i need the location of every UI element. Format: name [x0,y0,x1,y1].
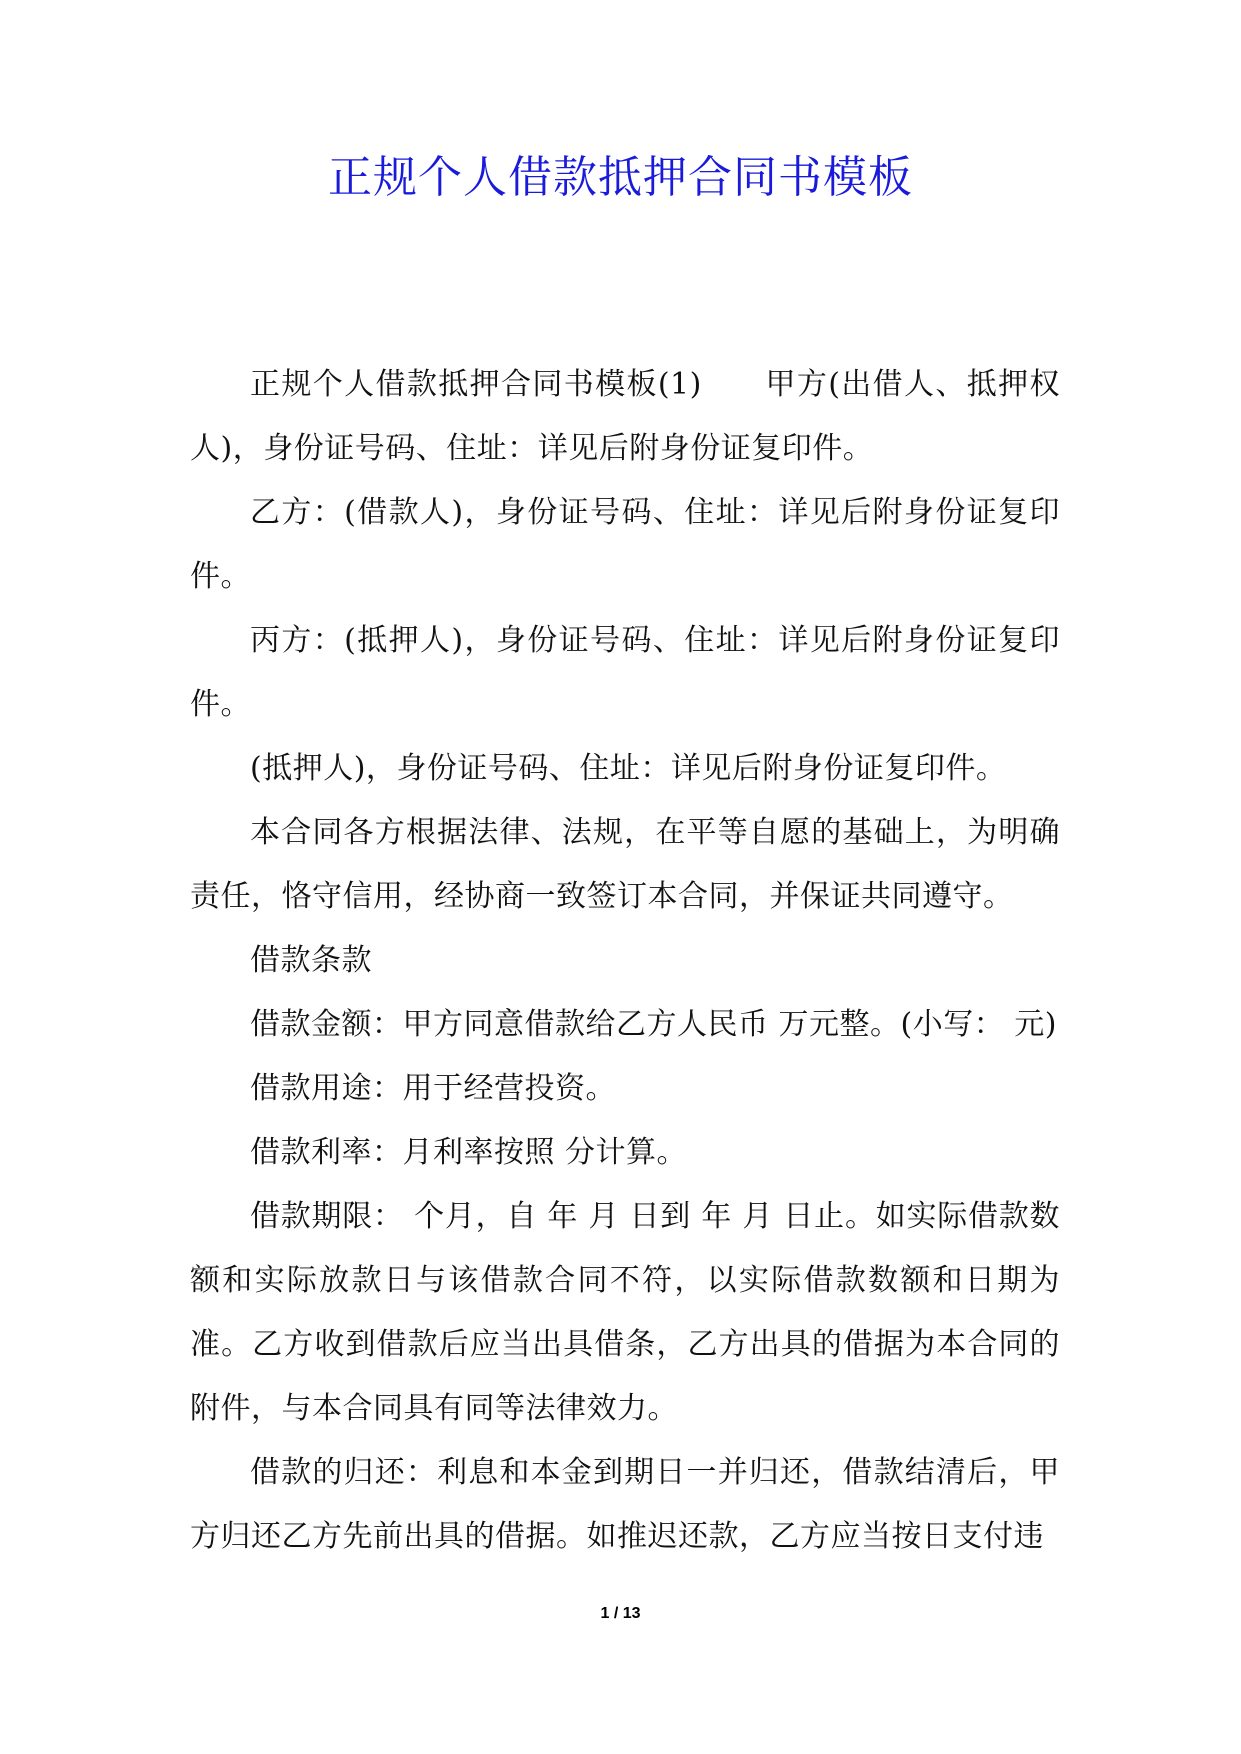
paragraph-party-b: 乙方：(借款人)，身份证号码、住址：详见后附身份证复印件。 [190,495,1060,594]
paragraph-loan-rate: 借款利率：月利率按照 分计算。 [250,1135,688,1170]
document-title: 正规个人借款抵押合同书模板 [328,152,913,203]
paragraph-parties-a: 正规个人借款抵押合同书模板(1) 甲方(出借人、抵押权人)，身份证号码、住址：详见后附身份证复印件。 [190,367,1060,466]
paragraph-party-c: 丙方：(抵押人)，身份证号码、住址：详见后附身份证复印件。 [190,623,1060,722]
page-number: 1 / 13 [600,1605,641,1622]
paragraph-preamble: 本合同各方根据法律、法规，在平等自愿的基础上，为明确责任，恪守信用，经协商一致签订本合同，并保证共同遵守。 [190,815,1060,914]
section-heading-loan-terms: 借款条款 [250,943,372,978]
paragraph-loan-repayment: 借款的归还：利息和本金到期日一并归还，借款结清后，甲方归还乙方先前出具的借据。如推迟还款，乙方应当按日支付违 [190,1455,1060,1554]
paragraph-loan-amount: 借款金额：甲方同意借款给乙方人民币 万元整。(小写： 元) [250,1007,1057,1042]
document-body [190,353,1060,1569]
paragraph-mortgagor: (抵押人)，身份证号码、住址：详见后附身份证复印件。 [250,751,1007,786]
paragraph-loan-term: 借款期限： 个月，自 年 月 日到 年 月 日止。如实际借款数额和实际放款日与该借款合同不符，以实际借款数额和日期为准。乙方收到借款后应当出具借条，乙方出具的借据为本合同的附件，与本合同具有同等法律效力。 [190,1199,1060,1426]
paragraph-loan-purpose: 借款用途：用于经营投资。 [250,1071,616,1106]
